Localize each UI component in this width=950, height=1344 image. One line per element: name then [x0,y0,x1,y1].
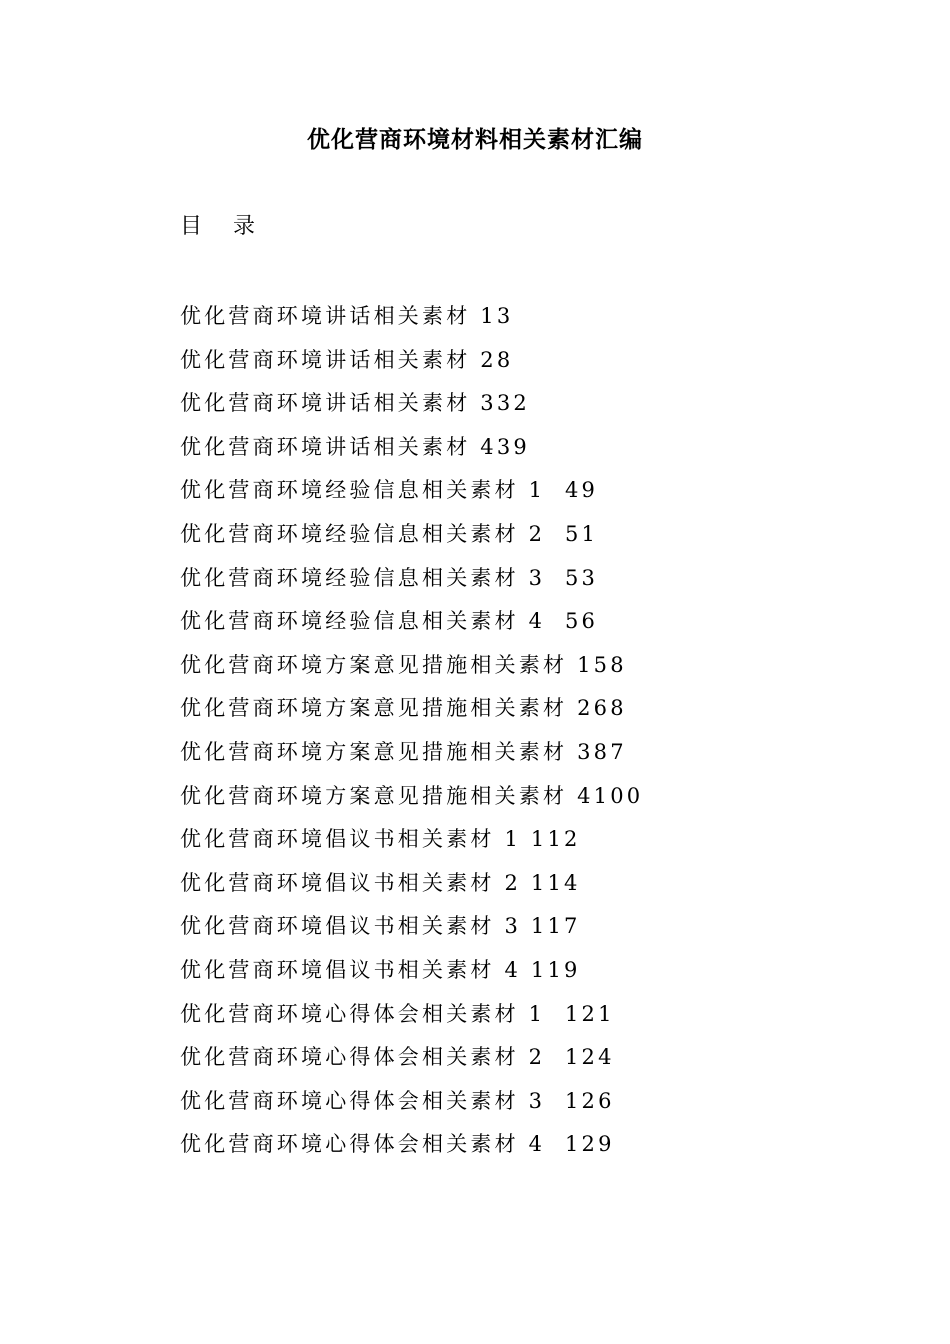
toc-entry: 优化营商环境方案意见措施相关素材 158 [180,652,627,677]
table-of-contents [180,296,643,1168]
toc-entry: 优化营商环境方案意见措施相关素材 387 [180,739,627,764]
toc-entry: 优化营商环境倡议书相关素材 2 114 [180,870,581,895]
toc-entry: 优化营商环境倡议书相关素材 3 117 [180,914,581,939]
toc-entry: 优化营商环境方案意见措施相关素材 4100 [180,783,644,808]
toc-entry: 优化营商环境心得体会相关素材 4 129 [180,1132,615,1157]
toc-entry: 优化营商环境心得体会相关素材 2 124 [180,1045,615,1070]
toc-entry: 优化营商环境心得体会相关素材 1 121 [180,1001,615,1026]
toc-entry: 优化营商环境经验信息相关素材 4 56 [180,609,599,634]
toc-entry: 优化营商环境讲话相关素材 332 [180,391,530,416]
toc-entry: 优化营商环境倡议书相关素材 1 112 [180,827,581,852]
document-title: 优化营商环境材料相关素材汇编 [307,126,643,153]
toc-entry: 优化营商环境经验信息相关素材 2 51 [180,521,599,546]
toc-entry: 优化营商环境经验信息相关素材 3 53 [180,565,599,590]
toc-entry: 优化营商环境经验信息相关素材 1 49 [180,478,599,503]
toc-entry: 优化营商环境讲话相关素材 439 [180,434,530,459]
toc-entry: 优化营商环境讲话相关素材 28 [180,347,514,372]
toc-heading: 目 录 [180,214,267,239]
toc-entry: 优化营商环境心得体会相关素材 3 126 [180,1088,615,1113]
toc-entry: 优化营商环境方案意见措施相关素材 268 [180,696,627,721]
toc-entry: 优化营商环境讲话相关素材 13 [180,304,514,328]
toc-entry: 优化营商环境倡议书相关素材 4 119 [180,957,581,982]
